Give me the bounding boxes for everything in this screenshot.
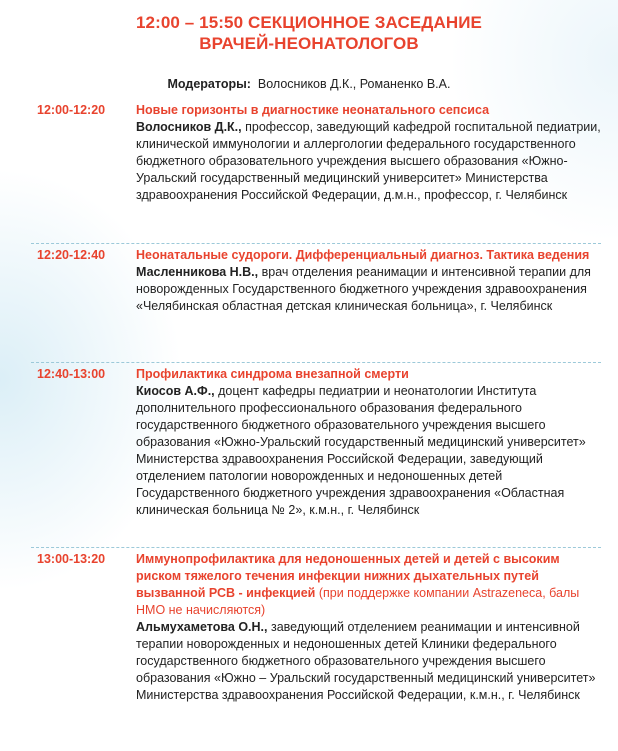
session-item [31, 102, 601, 244]
moderators-names: Волосников Д.К., Романенко В.А. [257, 77, 451, 91]
section-title [0, 12, 618, 54]
speaker-details: заведующий отделением реанимации и интенсивной терапии новорожденных и недоношенных детей Клиники федерального государственного бюджетного образовательного учреждения высшего образования «Южно – Уральский государственный медицинский университет» Министерства здравоохранения Российской Федерации, к.м.н., г. Челябинск [136, 620, 596, 702]
session-time: 13:00-13:20 [37, 552, 106, 566]
session-item [31, 548, 601, 704]
session-topic: Профилактика синдрома внезапной смерти [136, 367, 409, 381]
session-topic: Неонатальные судороги. Дифференциальный диагноз. Тактика ведения [136, 248, 590, 262]
speaker-name: Альмухаметова О.Н., [136, 620, 268, 634]
session-topic: Иммунопрофилактика для недоношенных детей и детей с высоким риском тяжелого течения инфекции нижних дыхательных путей вызванной РСВ - инфекцией [136, 552, 560, 600]
session-time: 12:20-12:40 [37, 248, 106, 262]
session-content [136, 366, 601, 519]
session-item [31, 244, 601, 363]
speaker-details: врач отделения реанимации и интенсивной терапии для новорожденных Государственного бюджетного учреждения здравоохранения «Челябинская областная детская клиническая больница», г. Челябинск [136, 265, 591, 313]
speaker-name: Киосов А.Ф., [136, 384, 215, 398]
session-topic: Новые горизонты в диагностике неонатального сепсиса [136, 103, 490, 117]
speaker-details: доцент кафедры педиатрии и неонатологии Института дополнительного профессионального образования федерального государственного бюджетного образовательного учреждения высшего образования «Южно-Уральский государственный медицинский университет» Министерства здравоохранения Российской Федерации, заведующий отделением патологии новорожденных и недоношенных детей Государственного бюджетного учреждения здравоохранения «Областная клиническая больница № 2», к.м.н., г. Челябинск [136, 384, 586, 517]
session-content [136, 247, 601, 315]
speaker-name: Масленникова Н.В., [136, 265, 259, 279]
session-time: 12:00-12:20 [37, 103, 106, 117]
session-content [136, 551, 601, 704]
section-title-line-1: 12:00 – 15:50 СЕКЦИОННОЕ ЗАСЕДАНИЕ [135, 13, 482, 32]
session-note: (при поддержке компании Astrazeneca, балы НМО не начисляются) [136, 586, 580, 617]
moderators-label: Модераторы: [167, 77, 251, 91]
speaker-name: Волосников Д.К., [136, 120, 242, 134]
section-title-line-2: ВРАЧЕЙ-НЕОНАТОЛОГОВ [199, 34, 419, 53]
speaker-details: профессор, заведующий кафедрой госпитальной педиатрии, клинической иммунологии и аллергологии федерального государственного бюджетного образовательного учреждения высшего образования «Южно-Уральский государственный медицинский университет» Министерства здравоохранения Российской Федерации, д.м.н., профессор, г. Челябинск [136, 120, 601, 202]
session-time: 12:40-13:00 [37, 367, 106, 381]
session-content [136, 102, 601, 204]
session-item [31, 363, 601, 548]
moderators-line [0, 76, 618, 92]
sessions-list [31, 102, 601, 704]
